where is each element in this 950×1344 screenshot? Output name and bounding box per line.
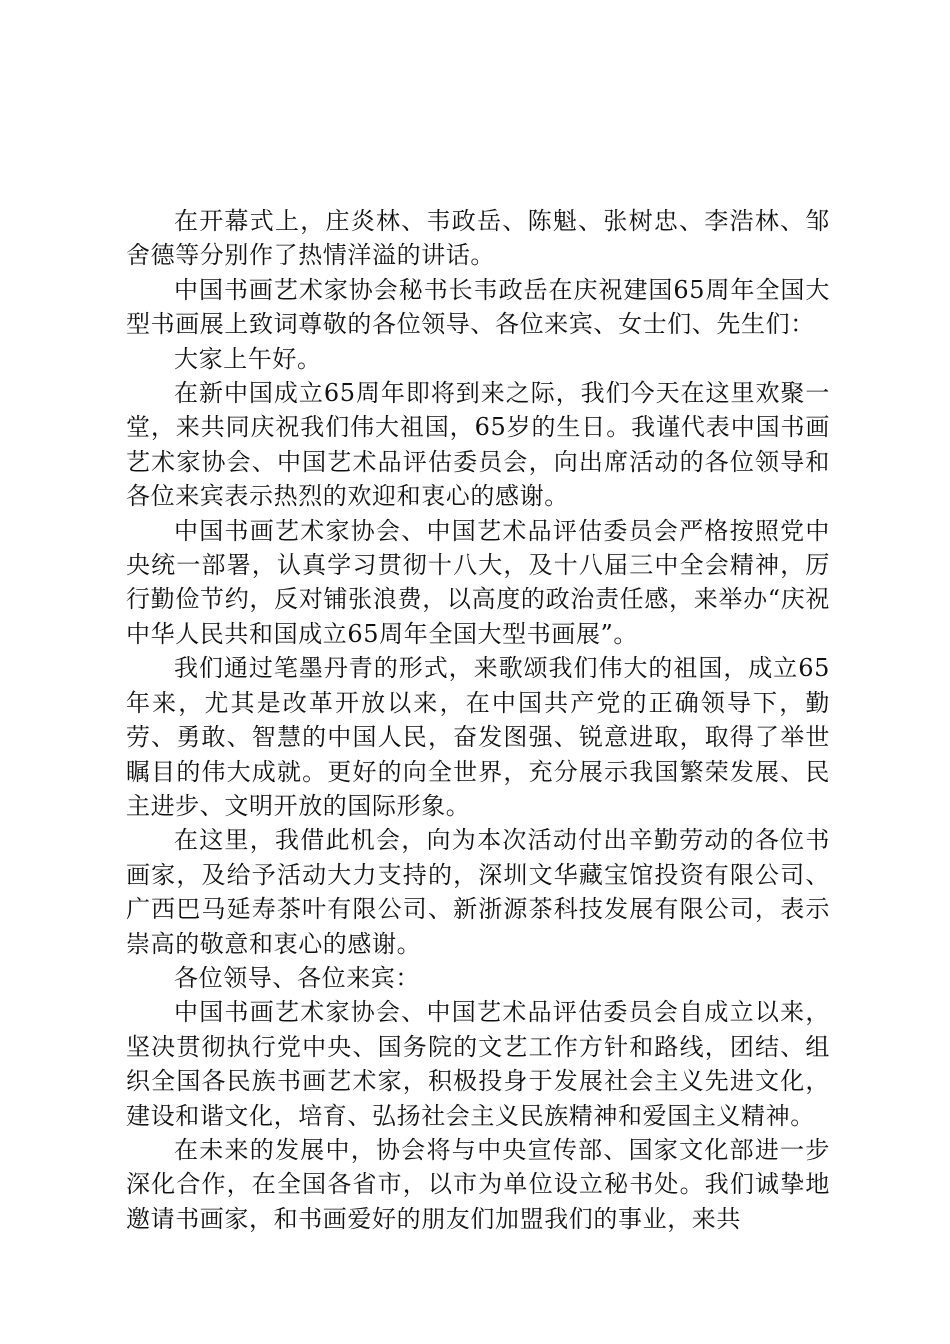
paragraph-future-development: 在未来的发展中，协会将与中央宣传部、国家文化部进一步深化合作，在全国各省市，以市为单位设立秘书处。我们诚挚地邀请书画家，和书画爱好的朋友们加盟我们的事业，来共 <box>126 1135 830 1233</box>
paragraph-greeting: 大家上午好。 <box>174 344 322 373</box>
paragraph-celebration: 在新中国成立65周年即将到来之际，我们今天在这里欢聚一堂，来共同庆祝我们伟大祖国，65岁的生日。我谨代表中国书画艺术家协会、中国艺术品评估委员会，向出席活动的各位领导和各位来宾表示热烈的欢迎和衷心的感谢。 <box>126 379 830 511</box>
paragraph-achievements: 我们通过笔墨丹青的形式，来歌颂我们伟大的祖国，成立65年来，尤其是改革开放以来，在中国共产党的正确领导下，勤劳、勇敢、智慧的中国人民，奋发图强、锐意进取，取得了举世瞩目的伟大成就。更好的向全世界，充分展示我国繁荣发展、民主进步、文明开放的国际形象。 <box>126 654 830 820</box>
paragraph-thanks: 在这里，我借此机会，向为本次活动付出辛勤劳动的各位书画家，及给予活动大力支持的，深圳文华藏宝馆投资有限公司、广西巴马延寿茶叶有限公司、新浙源茶科技发展有限公司，表示崇高的敬意和衷心的感谢。 <box>126 826 830 958</box>
paragraph-opening-speeches: 在开幕式上，庄炎林、韦政岳、陈魁、张树忠、李浩林、邹舍德等分别作了热情洋溢的讲话。 <box>126 207 830 270</box>
paragraph-speech-title: 中国书画艺术家协会秘书长韦政岳在庆祝建国65周年全国大型书画展上致词尊敬的各位领导、各位来宾、女士们、先生们： <box>126 275 830 339</box>
paragraph-association-history: 中国书画艺术家协会、中国艺术品评估委员会自成立以来，坚决贯彻执行党中央、国务院的文艺工作方针和路线，团结、组织全国各民族书画艺术家，积极投身于发展社会主义先进文化，建设和谐文化，培育、弘扬社会主义民族精神和爱国主义精神。 <box>126 998 830 1130</box>
paragraph-address: 各位领导、各位来宾： <box>174 963 420 992</box>
document-body <box>126 204 830 1236</box>
paragraph-exhibition: 中国书画艺术家协会、中国艺术品评估委员会严格按照党中央统一部署，认真学习贯彻十八大，及十八届三中全会精神，厉行勤俭节约，反对铺张浪费，以高度的政治责任感，来举办“庆祝中华人民共和国成立65周年全国大型书画展”。 <box>126 516 830 648</box>
